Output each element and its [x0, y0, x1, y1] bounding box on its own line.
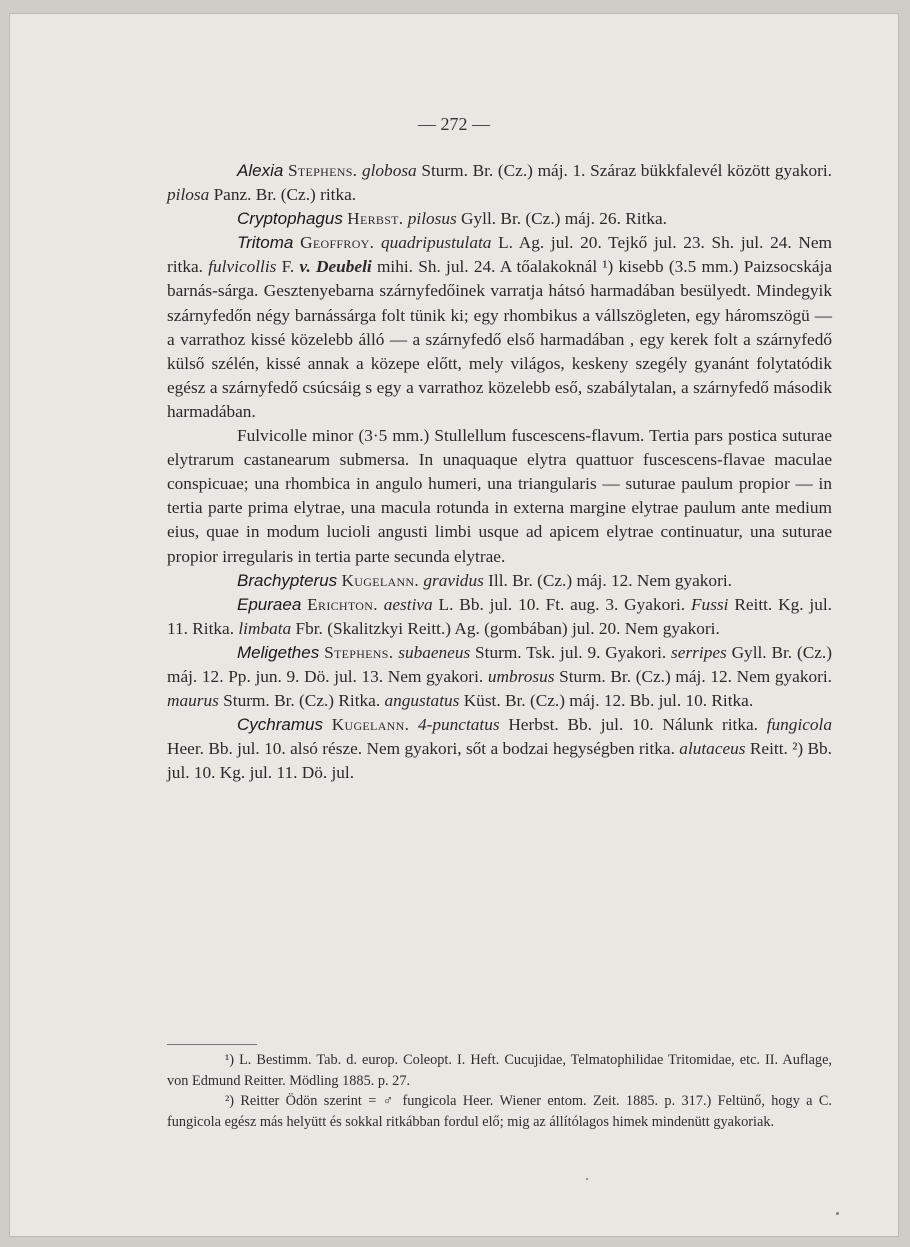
document-page: [10, 14, 898, 1236]
genus-author: Stephens.: [324, 642, 394, 662]
paper-speck: [586, 1178, 588, 1180]
page-number: — 272 —: [418, 114, 490, 134]
genus-author: Kugelann.: [331, 715, 410, 735]
genus-author: Geoffroy.: [300, 233, 375, 253]
latin-description: Fulvicolle minor (3·5 mm.) Stullellum fuscescens-flavum. Tertia pars postica suturae elytrarum castanearum submersa. In unaquaque elytra quattuor fuscescens-flavae maculae conspicuae; una rhombica in angulo humeri, una triangularis — suturae paulum propior — in tertia parte prima elytrae, una macula rotunda in externa margine elytrae paulum ante medium eius, quae in modum lucioli angusti limbi usque ad apicem elytrae continuatur, una suturae propior irregularis in tertia parte secunda elytrae.: [167, 426, 832, 566]
genus-name: Meligethes: [237, 642, 320, 662]
entry-text: gravidus Ill. Br. (Cz.) máj. 12. Nem gyakori.: [423, 570, 732, 590]
genus-name: Brachypterus: [237, 570, 338, 590]
genus-author: Erichton.: [307, 594, 378, 614]
entry-tritoma: [167, 231, 832, 424]
genus-name: Alexia: [237, 161, 284, 180]
genus-name: Epuraea: [237, 594, 302, 614]
genus-name: Cychramus: [237, 715, 323, 735]
entry-text: 4-punctatus Herbst. Bb. jul. 10. Nálunk ritka. fungicola Heer. Bb. jul. 10. alsó része. Nem gyakori, sőt a bodzai hegységben ritka. alutaceus Reitt. ²) Bb. jul. 10. Kg. jul. 11. Dö. jul.: [167, 715, 833, 783]
entry-cychramus: [167, 713, 832, 785]
footnote-rule: [167, 1044, 257, 1045]
entry-epuraea: [167, 593, 832, 641]
entry-alexia: [167, 159, 832, 207]
genus-name: Tritoma: [237, 233, 294, 253]
entry-cryptophagus: [167, 207, 832, 231]
document-body: [167, 159, 832, 785]
entry-text: subaeneus Sturm. Tsk. jul. 9. Gyakori. serripes Gyll. Br. (Cz.) máj. 12. Pp. jun. 9. Dö. jul. 13. Nem gyakori. umbrosus Sturm. Br. (Cz.) máj. 12. Nem gyakori. maurus Sturm. Br. (Cz.) Ritka. angustatus Küst. Br. (Cz.) máj. 12. Bb. jul. 10. Ritka.: [167, 642, 832, 711]
genus-author: Kugelann.: [341, 570, 419, 590]
entry-text: pilosus Gyll. Br. (Cz.) máj. 26. Ritka.: [407, 209, 667, 229]
paper-speck: [836, 1212, 839, 1215]
genus-name: Cryptophagus: [237, 209, 343, 229]
genus-author: Stephens.: [287, 161, 358, 180]
entry-text: globosa Sturm. Br. (Cz.) máj. 1. Száraz bükkfalevél között gyakori. pilosa Panz. Br. (Cz.) ritka.: [167, 161, 833, 205]
footnote: ²) Reitter Ödön szerint = ♂ fungicola Heer. Wiener entom. Zeit. 1885. p. 317.) Feltünő, hogy a C. fungicola egész más helyütt és sokkal ritkábban fordul elő; mig az állítólagos himek mindenütt gyakoriak.: [167, 1093, 832, 1130]
footnotes: [167, 1050, 832, 1132]
entry-text: quadripustulata L. Ag. jul. 20. Tejkő jul. 23. Sh. jul. 24. Nem ritka. fulvicollis F. v. Deubeli mihi. Sh. jul. 24. A tőalakoknál ¹) kisebb (3.5 mm.) Paizsocskája barnás-sárga. Gesztenyebarna szárnyfedőinek varratja hátsó harmadában besülyedt. Mindegyik szárnyfedőn négy barnássárga folt tünik ki; egy rhombikus a vállszögleten, egy háromszögü — a varrathoz kissé közelebb álló — a szárnyfedő első harmadában , egy kerek folt a szárnyfedő külső szélén, kissé annak a közepe előtt, mely világos, keskeny szegély gyanánt folytatódik egész a szárnyfedő csúcsáig s egy a varrathoz közelebb eső, szabálytalan, a szárnyfedő második harmadában.: [167, 233, 833, 421]
entry-meligethes: [167, 641, 832, 713]
entry-text: aestiva L. Bb. jul. 10. Ft. aug. 3. Gyakori. Fussi Reitt. Kg. jul. 11. Ritka. limbata Fbr. (Skalitzkyi Reitt.) Ag. (gombában) jul. 20. Nem gyakori.: [167, 594, 832, 638]
entry-brachypterus: [167, 569, 832, 593]
footnote: ¹) L. Bestimm. Tab. d. europ. Coleopt. I. Heft. Cucujidae, Telmatophilidae Tritomidae, etc. II. Auflage, von Edmund Reitter. Mödling 1885. p. 27.: [167, 1052, 832, 1089]
genus-author: Herbst.: [347, 209, 404, 229]
